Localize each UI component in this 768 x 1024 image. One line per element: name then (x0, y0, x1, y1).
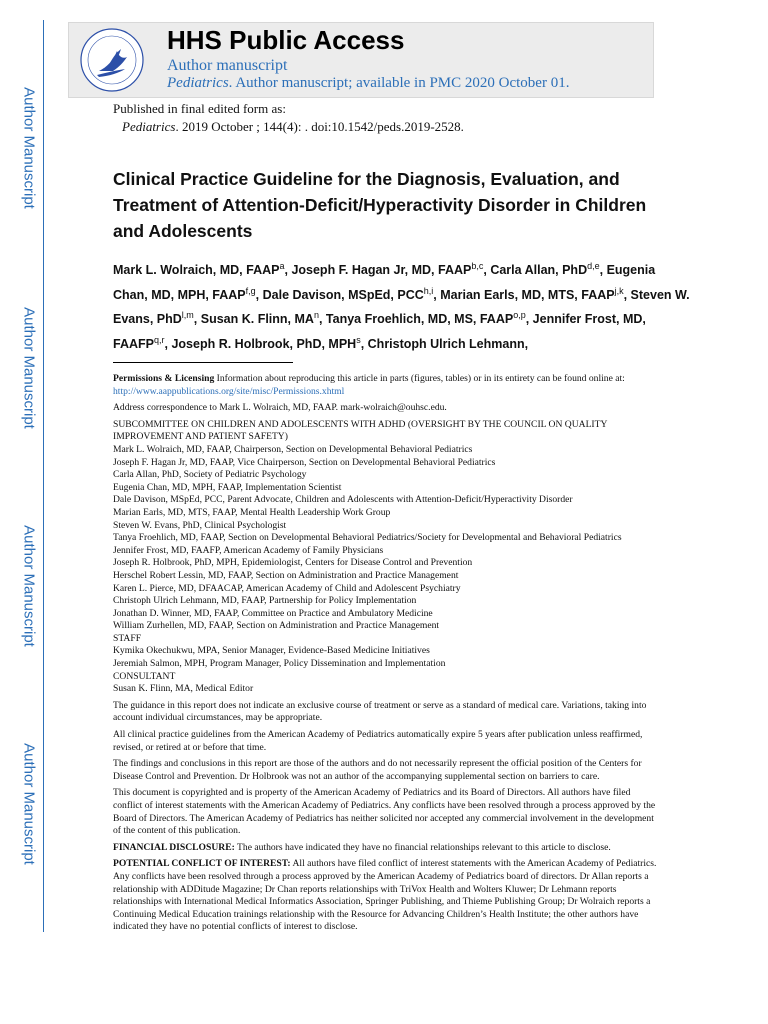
author-name: Mark L. Wolraich, MD, FAAP (113, 263, 280, 278)
author-manuscript-margin-label: Author Manuscript (20, 307, 38, 429)
member-line: Carla Allan, PhD, Society of Pediatric Psychology (113, 469, 307, 481)
correspondence-note: Address correspondence to Mark L. Wolraich, MD, FAAP. mark-wolraich@ouhsc.edu. (113, 402, 447, 414)
consultant-heading: CONSULTANT (113, 670, 176, 682)
member-line: Joseph R. Holbrook, PhD, MPH, Epidemiologist, Centers for Disease Control and Prevention (113, 557, 473, 569)
journal-name: Pediatrics (167, 75, 229, 91)
author-manuscript-label: Author manuscript (167, 57, 288, 74)
member-line: Kymika Okechukwu, MPA, Senior Manager, Evidence-Based Medicine Initiatives (113, 645, 430, 657)
author-affiliation-marker: l,m (181, 310, 194, 321)
author-affiliation-marker: b,c (471, 261, 484, 271)
financial-disclosure: FINANCIAL DISCLOSURE: The authors have indicated they have no financial relationships relevant to this article to disclose. (113, 841, 611, 853)
citation-text: . 2019 October ; 144(4): . doi:10.1542/peds.2019-2528. (175, 119, 464, 134)
author-name: Eugenia Chan, MD, MPH, FAAP (113, 263, 656, 302)
article-title: Clinical Practice Guideline for the Diagnosis, Evaluation, and Treatment of Attention-Deficit/Hyperactivity Disorder in Children and Adolescents (113, 169, 647, 241)
conflict-of-interest: POTENTIAL CONFLICT OF INTEREST: All authors have filed conflict of interest statements with the American Academy of Pediatrics. Any conflicts have been resolved through a process approved by the American Academy of Pediatrics board of directors. Dr Allan reports a relationship with ADDitude Magazine; Dr Chan reports relationships with TriVox Health and Wolters Kluwer; Dr Lehmann reports relationships with International Medical Informatics Association, Springer Publishing, and Thieme Publishing Group; Dr Wolraich reports a Continuing Medical Education trainings relationship with the Resource for Advancing Children’s Health Institute; the other authors have indicated they have no potential conflicts of interest to disclose. (113, 858, 657, 933)
member-line: Susan K. Flinn, MA, Medical Editor (113, 683, 254, 695)
citation (113, 118, 464, 136)
permissions-note: Permissions & Licensing Information about reproducing this article in parts (figures, tables) or in its entirety can be found online at: http://www.aappublications.org/site/misc/Permissions.xhtml (113, 373, 625, 397)
citation-journal: Pediatrics (122, 119, 176, 134)
availability-text: . Author manuscript; available in PMC 2020 October 01. (228, 75, 570, 91)
author-name: Carla Allan, PhD (490, 263, 588, 278)
author-affiliation-marker: o,p (513, 310, 526, 321)
author-name: Marian Earls, MD, MTS, FAAP (440, 287, 615, 302)
author-affiliation-marker: a (279, 261, 285, 271)
author-manuscript-margin-label: Author Manuscript (20, 743, 38, 865)
member-line: Tanya Froehlich, MD, FAAP, Section on Developmental Behavioral Pediatrics/Society for Developmental and Behavioral Pediatrics (113, 532, 622, 544)
hhs-seal-icon (79, 27, 145, 93)
author-name: Tanya Froehlich, MD, MS, FAAP (325, 312, 514, 327)
member-line: Jonathan D. Winner, MD, FAAP, Committee on Practice and Ambulatory Medicine (113, 607, 433, 619)
footnotes (113, 373, 661, 938)
permissions-link[interactable]: http://www.aappublications.org/site/misc/Permissions.xhtml (113, 385, 345, 397)
member-line: Joseph F. Hagan Jr, MD, FAAP, Vice Chairperson, Section on Developmental Behavioral Pediatrics (113, 456, 496, 468)
subcommittee-heading: SUBCOMMITTEE ON CHILDREN AND ADOLESCENTS WITH ADHD (OVERSIGHT BY THE COUNCIL ON QUALITY IMPROVEMENT AND PATIENT SAFETY) (113, 418, 608, 443)
member-line: Christoph Ulrich Lehmann, MD, FAAP, Partnership for Policy Implementation (113, 595, 417, 607)
consultant-list (113, 683, 661, 696)
member-line: Eugenia Chan, MD, MPH, FAAP, Implementation Scientist (113, 481, 342, 493)
author-manuscript-margin-label: Author Manuscript (20, 525, 38, 647)
expiration-note: All clinical practice guidelines from the American Academy of Pediatrics automatically expire 5 years after publication unless reaffirmed, revised, or retired at or before that time. (113, 729, 643, 753)
author-manuscript-margin-label: Author Manuscript (20, 87, 38, 209)
author-affiliation-marker: h,i (423, 285, 434, 296)
footnote-divider (113, 362, 293, 363)
author-name: Steven W. Evans, PhD (113, 287, 690, 327)
member-line: Steven W. Evans, PhD, Clinical Psychologist (113, 519, 287, 531)
staff-list (113, 645, 661, 670)
hhs-header (68, 22, 654, 98)
author-name: Dale Davison, MSpEd, PCC (262, 287, 424, 302)
member-line: William Zurhellen, MD, FAAP, Section on Administration and Practice Management (113, 620, 440, 632)
published-label: Published in final edited form as: (113, 101, 286, 116)
author-affiliation-marker: n (313, 310, 319, 321)
author-affiliation-marker: s (356, 334, 361, 345)
findings-note: The findings and conclusions in this report are those of the authors and do not necessarily represent the official position of the Centers for Disease Control and Prevention. Dr Holbrook was not an author of the accompanying supplemental section on barriers to care. (113, 758, 642, 782)
copyright-note: This document is copyrighted and is property of the American Academy of Pediatrics and its Board of Directors. All authors have filed conflict of interest statements with the American Academy of Pediatrics. Any conflicts have been resolved through a process approved by the Board of Directors. The American Academy of Pediatrics has neither solicited nor accepted any commercial involvement in the development of the content of this publication. (113, 787, 656, 837)
author-affiliation-marker: q,r (153, 334, 165, 345)
margin-rule (43, 20, 44, 932)
member-line: Marian Earls, MD, MTS, FAAP, Mental Health Leadership Work Group (113, 506, 391, 518)
member-line: Jennifer Frost, MD, FAAFP, American Academy of Family Physicians (113, 544, 384, 556)
author-name: Joseph R. Holbrook, PhD, MPH (171, 337, 357, 352)
permissions-label: Permissions & Licensing (113, 373, 215, 384)
author-name: Jennifer Frost, MD, FAAFP (113, 312, 646, 352)
publication-info (113, 100, 464, 136)
author-affiliation-marker: d,e (587, 261, 600, 271)
subcommittee-list (113, 444, 661, 633)
member-line: Karen L. Pierce, MD, DFAACAP, American Academy of Child and Adolescent Psychiatry (113, 582, 461, 594)
author-name: Susan K. Flinn, MA (200, 312, 314, 327)
author-name: Christoph Ulrich Lehmann, (367, 337, 529, 352)
author-affiliation-marker: f,g (245, 285, 256, 296)
author-affiliation-marker: j,k (614, 285, 624, 296)
member-line: Mark L. Wolraich, MD, FAAP, Chairperson, Section on Developmental Behavioral Pediatrics (113, 443, 473, 455)
availability-line (167, 75, 569, 92)
author-list: Mark L. Wolraich, MD, FAAP$^a$, Joseph F. Hagan Jr, MD, FAAP$^{b,c}$, Carla Allan, PhD$^{d,e}$, Eugenia Chan, MD, MPH, FAAP$^{f,g}$, Dale Davison, MSpEd, PCC$^{h,i}$, Marian Earls, MD, MTS, FAAP$^{j,k}$, Steven W. Evans, PhD$^{l,m}$, Susan K. Flinn, $MA^n$, Tanya Froehlich, MD, MS, FAAP$^{o,p}$, Jennifer Frost, MD, FAAFP$^{q,r}$, Joseph R. Holbrook, PhD, MPH$^s$, Christoph Ulrich Lehmann, (113, 261, 690, 352)
guidance-note: The guidance in this report does not indicate an exclusive course of treatment or serve as a standard of medical care. Variations, taking into account individual circumstances, may be appropriate. (113, 699, 647, 724)
staff-heading: STAFF (113, 632, 142, 644)
member-line: Herschel Robert Lessin, MD, FAAP, Section on Administration and Practice Management (113, 569, 459, 581)
author-name: Joseph F. Hagan Jr, MD, FAAP (291, 263, 472, 278)
member-line: Dale Davison, MSpEd, PCC, Parent Advocate, Children and Adolescents with Attention-Deficit/Hyperactivity Disorder (113, 494, 573, 506)
member-line: Jeremiah Salmon, MPH, Program Manager, Policy Dissemination and Implementation (113, 658, 446, 670)
hhs-title: HHS Public Access (167, 25, 405, 55)
